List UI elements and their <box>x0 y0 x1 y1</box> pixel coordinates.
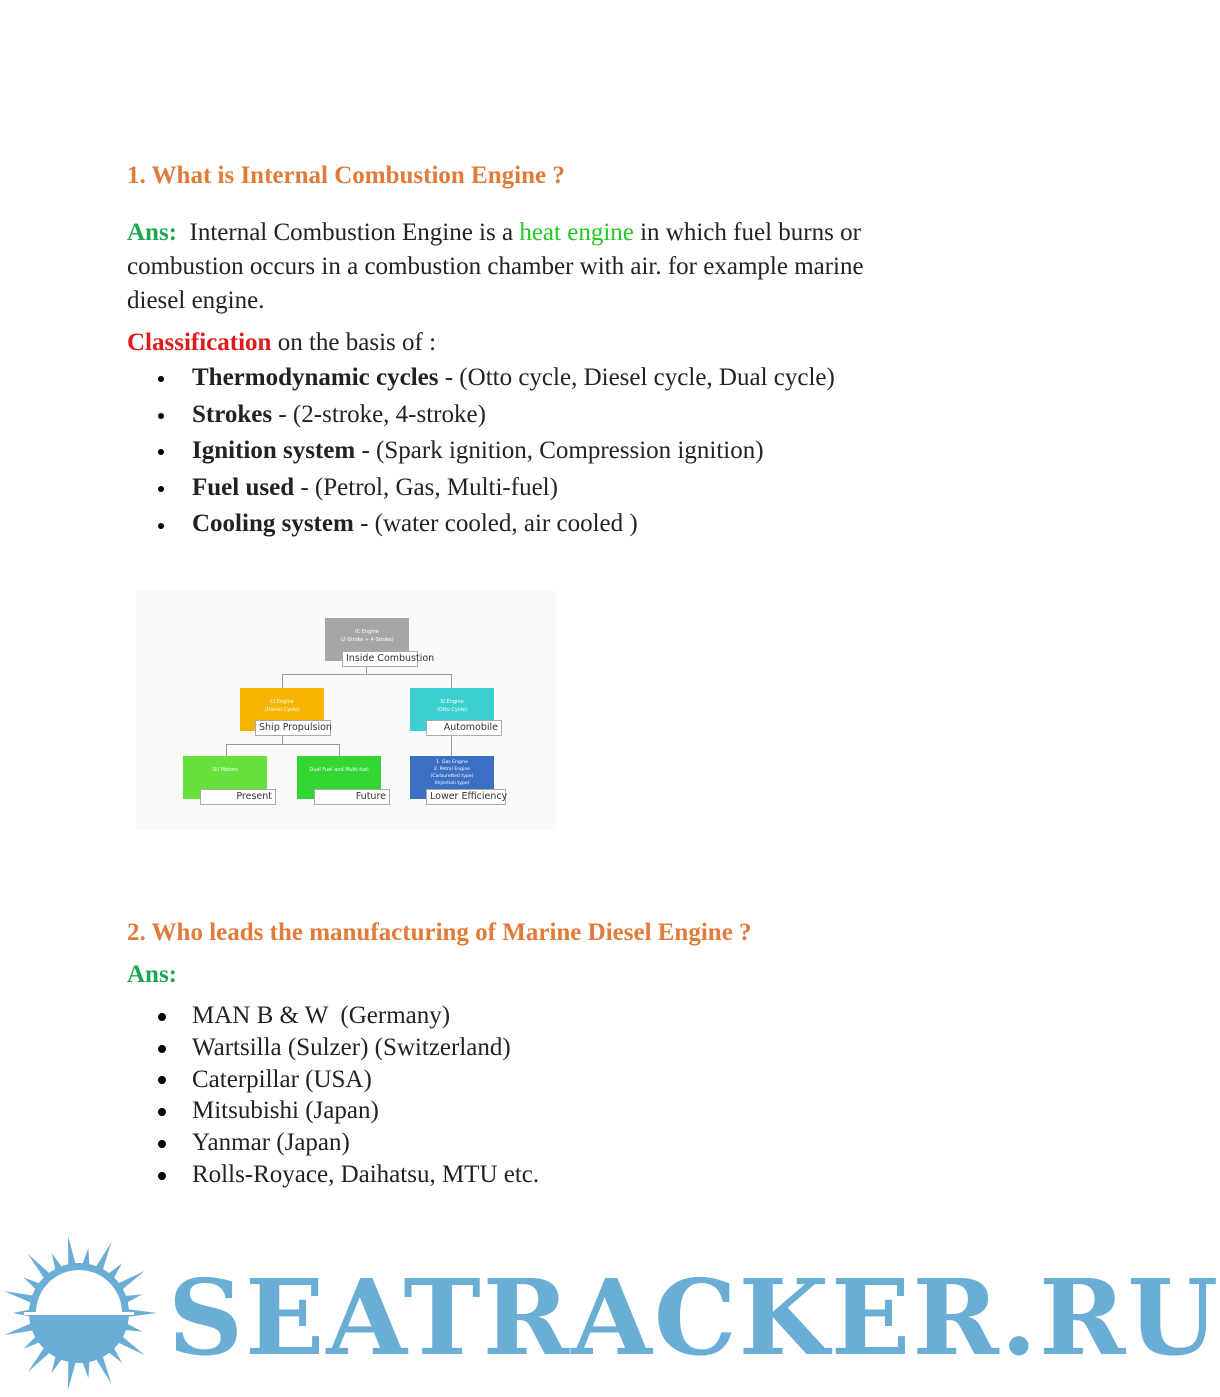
list-item <box>127 1064 539 1096</box>
item-term: Strokes <box>192 400 273 428</box>
connector-line <box>282 674 451 675</box>
answer-label: Ans: <box>127 219 178 246</box>
bullet-icon <box>158 486 164 492</box>
list-item <box>127 1000 539 1032</box>
question-1-title: 1. What is Internal Combustion Engine ? <box>127 162 565 189</box>
manufacturers-list <box>127 1000 539 1191</box>
question-2-title: 2. Who leads the manufacturing of Marine Diesel Engine ? <box>127 919 752 946</box>
item-term: Ignition system <box>192 437 356 465</box>
list-item <box>127 433 835 470</box>
item-term: Cooling system <box>192 510 354 538</box>
item-term: Fuel used <box>192 473 295 501</box>
connector-line <box>339 744 340 756</box>
node-label: Future <box>314 789 390 805</box>
bullet-icon <box>158 449 164 455</box>
connector-line <box>451 674 452 688</box>
list-item <box>127 360 835 397</box>
node-text <box>297 766 381 774</box>
connector-line <box>226 744 227 756</box>
node-line: Oil Motors <box>212 767 238 773</box>
node-text <box>183 766 267 774</box>
item-desc: - (2-stroke, 4-stroke) <box>272 400 486 428</box>
heat-engine-term: heat engine <box>519 219 634 246</box>
classification-rest: on the basis of : <box>271 329 437 356</box>
classification-term: Classification <box>127 329 272 356</box>
item-desc: - (Otto cycle, Diesel cycle, Dual cycle) <box>438 364 835 391</box>
manufacturer-text: Wartsilla (Sulzer) (Switzerland) <box>192 1033 511 1061</box>
node-line: (Diesel Cycle) <box>264 707 300 713</box>
node-line: 2. Petrol Engine <box>433 767 471 772</box>
node-text <box>410 759 494 787</box>
node-text <box>410 698 494 714</box>
node-label: Automobile <box>426 720 502 736</box>
node-line: (Injection type) <box>434 781 470 786</box>
connector-line <box>226 744 339 745</box>
connector-line <box>451 736 452 756</box>
bullet-icon <box>158 523 164 529</box>
sun-icon <box>4 1236 157 1390</box>
node-label: Inside Combustion <box>342 651 418 667</box>
list-item <box>127 1032 539 1064</box>
node-ci-engine <box>240 688 332 733</box>
answer-2-label-line <box>127 958 927 992</box>
bullet-icon <box>158 413 164 419</box>
node-line: SI Engine <box>440 699 464 705</box>
manufacturer-text: Caterpillar (USA) <box>192 1065 372 1093</box>
node-line: Dual Fuel and Multi-fuel <box>309 767 369 773</box>
bullet-icon <box>158 376 164 382</box>
bullet-icon <box>158 1172 166 1180</box>
logo-text: SEATRACKER.RU <box>168 1256 1220 1379</box>
node-line: (Otto Cycle) <box>436 707 468 713</box>
manufacturer-text: Yanmar (Japan) <box>192 1129 350 1157</box>
node-line: (2-Stroke + 4-Stroke) <box>340 637 394 643</box>
list-item <box>127 506 835 543</box>
answer-text-start: Internal Combustion Engine is a <box>177 219 520 246</box>
manufacturer-text: Rolls-Royace, Daihatsu, MTU etc. <box>192 1160 540 1188</box>
node-text <box>240 698 324 714</box>
node-label: Present <box>200 789 276 805</box>
node-si-engine <box>410 688 498 733</box>
bullet-icon <box>158 1108 166 1116</box>
item-desc: - (Spark ignition, Compression ignition) <box>355 437 764 465</box>
bullet-icon <box>158 1045 166 1053</box>
item-desc: - (water cooled, air cooled ) <box>353 510 638 538</box>
manufacturer-text: MAN B & W (Germany) <box>192 1002 451 1029</box>
node-label: Lower Efficiency <box>426 789 506 805</box>
bullet-icon <box>158 1140 166 1148</box>
bullet-icon <box>158 1013 166 1021</box>
list-item <box>127 397 835 434</box>
node-dual-fuel <box>297 756 386 802</box>
list-item <box>127 1159 539 1191</box>
list-item <box>127 1095 539 1127</box>
classification-list <box>127 360 835 543</box>
item-term: Thermodynamic cycles <box>192 364 439 391</box>
classification-line <box>127 326 927 360</box>
list-item <box>127 470 835 507</box>
node-line: CI Engine <box>270 699 294 705</box>
manufacturer-text: Mitsubishi (Japan) <box>192 1097 379 1125</box>
classification-diagram <box>136 590 556 830</box>
answer-text-end: in which fuel burns or combustion occurs in a combustion chamber with air. for example marine diesel engine. <box>127 219 864 314</box>
node-oil-motors <box>183 756 272 802</box>
bullet-icon <box>158 1076 166 1084</box>
list-item <box>127 1127 539 1159</box>
answer-label: Ans: <box>127 961 178 988</box>
node-text <box>325 628 409 644</box>
node-label: Ship Propulsion <box>255 720 331 736</box>
node-line: 1. Gas Engine <box>436 760 468 765</box>
item-desc: - (Petrol, Gas, Multi-fuel) <box>294 473 558 501</box>
node-gas-petrol <box>410 756 508 802</box>
node-ic-engine <box>325 618 435 664</box>
node-line: (Carburetted type) <box>430 774 474 779</box>
answer-1-paragraph <box>127 216 927 318</box>
connector-line <box>282 674 283 688</box>
node-line: IC Engine <box>355 629 379 635</box>
